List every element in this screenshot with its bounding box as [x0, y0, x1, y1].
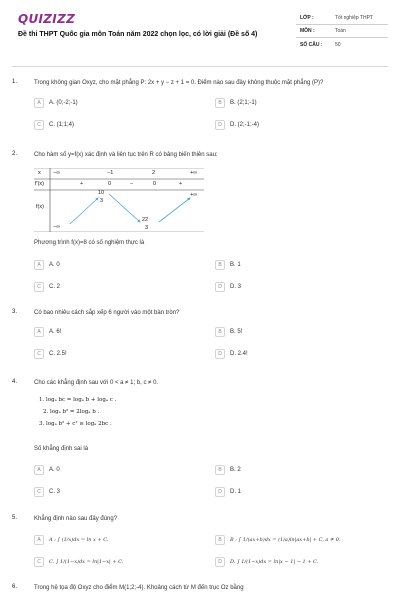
- meta-row-subject: [296, 25, 388, 38]
- option-text: C. ∫ 1/(1−x)dx = ln|1−x| + C.: [49, 558, 124, 565]
- option-letter: D: [215, 349, 225, 359]
- question-4: [12, 379, 388, 504]
- question-number: 4.: [12, 379, 18, 385]
- question-text: Khẳng định nào sau đây đúng?: [34, 516, 118, 522]
- meta-row-count: [296, 38, 388, 51]
- option-c[interactable]: [34, 281, 60, 292]
- question-5: [12, 515, 388, 575]
- option-text: D. 2.4!: [230, 350, 248, 357]
- question-number: 1.: [12, 79, 18, 85]
- question-number: 5.: [12, 515, 18, 521]
- option-letter: A: [34, 327, 44, 337]
- option-c[interactable]: [34, 119, 74, 130]
- option-letter: B: [215, 327, 225, 337]
- option-letter: D: [215, 282, 225, 292]
- meta-key: SỐ CÂU :: [300, 41, 323, 48]
- option-text: A : ∫ (1/x)dx = ln x + C.: [49, 536, 109, 543]
- option-b[interactable]: [215, 97, 257, 108]
- meta-value: 50: [335, 41, 341, 48]
- question-text: Cho hàm số y=f(x) xác định và liên tục trên R có bảng biến thiên sau:: [34, 152, 218, 158]
- f-left-limit: −∞: [53, 224, 61, 230]
- option-b[interactable]: [215, 259, 241, 270]
- option-d[interactable]: [215, 281, 241, 292]
- option-text: C. 3: [49, 488, 61, 495]
- page-title: Đề thi THPT Quốc gia môn Toán năm 2022 chọn lọc, có lời giải (Đề số 4): [18, 31, 258, 38]
- option-letter: B: [215, 465, 225, 475]
- f-right-limit: +∞: [190, 192, 198, 198]
- question-text: Cho các khẳng định sau với 0 < a ≠ 1; b, c ≠ 0.: [34, 380, 159, 386]
- option-letter: D: [215, 557, 225, 567]
- sign: +: [80, 181, 84, 187]
- f-local-max-den: 3: [100, 198, 104, 204]
- option-letter: A: [34, 260, 44, 270]
- option-letter: D: [215, 487, 225, 497]
- question-text: Trong không gian Oxyz, cho mặt phẳng P: 2x + y − z + 1 = 0. Điểm nào sau đây không thuộc mặt phẳng (P)?: [34, 80, 324, 86]
- option-letter: C: [34, 349, 44, 359]
- statement-3: 3. logₐ b² + c² ≥ logₐ 2bc .: [39, 421, 112, 427]
- sign: 0: [108, 181, 112, 187]
- question-1: [12, 79, 388, 135]
- meta-value: Tốt nghiệp THPT: [335, 15, 373, 21]
- meta-key: MÔN :: [300, 28, 315, 34]
- x-value: 2: [152, 170, 156, 176]
- option-d[interactable]: [215, 556, 318, 567]
- option-text: B : ∫ 1/(ax+b)dx = (1/a)ln|ax+b| + C, a ≠ 0.: [230, 536, 341, 543]
- option-text: A. (0;-2;-1): [49, 99, 78, 106]
- option-letter: C: [34, 487, 44, 497]
- question-number: 2.: [12, 151, 18, 157]
- option-letter: B: [215, 260, 225, 270]
- option-text: D. 3: [230, 283, 242, 290]
- f-local-min-den: 3: [145, 225, 149, 231]
- f-local-min: 22: [142, 217, 149, 223]
- option-letter: D: [215, 120, 225, 130]
- option-a[interactable]: [34, 534, 108, 545]
- meta-value: Toán: [335, 28, 346, 34]
- option-letter: A: [34, 465, 44, 475]
- sign: +: [179, 181, 183, 187]
- option-d[interactable]: [215, 119, 259, 130]
- page-header: [0, 0, 400, 62]
- option-a[interactable]: [34, 259, 60, 270]
- question-prompt: Phương trình f(x)=8 có số nghiệm thực là: [34, 240, 145, 246]
- option-text: D. (2;-1;-4): [230, 121, 260, 128]
- meta-row-class: [296, 12, 388, 25]
- option-text: C. (1;1;4): [49, 121, 75, 128]
- question-number: 3.: [12, 309, 18, 315]
- option-text: A. 0: [49, 466, 60, 473]
- option-letter: A: [34, 535, 44, 545]
- option-d[interactable]: [215, 348, 248, 359]
- option-c[interactable]: [34, 348, 67, 359]
- option-c[interactable]: [34, 486, 60, 497]
- table-row-x-label: x: [38, 170, 41, 176]
- option-b[interactable]: [215, 464, 241, 475]
- x-value: −1: [107, 170, 114, 176]
- f-local-max: 10: [98, 190, 105, 196]
- option-a[interactable]: [34, 326, 61, 337]
- option-letter: C: [34, 557, 44, 567]
- option-text: C. 2.5!: [49, 350, 67, 357]
- table-row-f-label: f(x): [36, 204, 44, 210]
- option-letter: C: [34, 282, 44, 292]
- meta-key: LỚP :: [300, 15, 314, 21]
- option-text: D. ∫ 1/(1−x)dx = ln|x − 1| − 1 + C.: [230, 558, 319, 565]
- statement-1: 1. logₐ bc = logₐ b + logₐ c .: [39, 397, 117, 403]
- option-text: C. 2: [49, 283, 61, 290]
- header-divider: [12, 66, 388, 67]
- option-text: B. 5!: [230, 328, 243, 335]
- question-2: [12, 151, 388, 296]
- option-text: D. 1: [230, 488, 242, 495]
- quizizz-logo: QUIZIZZ: [18, 12, 76, 26]
- question-6: [12, 584, 388, 596]
- option-text: A. 0: [49, 261, 60, 268]
- sign: −: [130, 181, 134, 187]
- statement-2: 2. logₐ b² = 2logₐ b .: [43, 409, 100, 415]
- x-value: +∞: [190, 170, 198, 176]
- option-a[interactable]: [34, 464, 60, 475]
- table-row-fprime-label: f'(x): [35, 181, 44, 187]
- option-b[interactable]: [215, 326, 242, 337]
- question-prompt: Số khẳng định sai là: [34, 446, 89, 452]
- option-text: B. 1: [230, 261, 241, 268]
- question-number: 6.: [12, 584, 18, 590]
- question-3: [12, 309, 388, 364]
- meta-box: [296, 12, 388, 51]
- option-b[interactable]: [215, 534, 341, 545]
- question-text: Trong hệ tọa độ Oxyz cho điểm M(1;2;-4). Khoảng cách từ M đến trục Oz bằng: [34, 585, 244, 591]
- option-a[interactable]: [34, 97, 78, 108]
- variation-table-grid: [34, 168, 204, 232]
- option-c[interactable]: [34, 556, 123, 567]
- option-text: B. 2: [230, 466, 241, 473]
- option-d[interactable]: [215, 486, 241, 497]
- question-text: Có bao nhiêu cách sắp xếp 6 người vào một bàn tròn?: [34, 310, 180, 316]
- variation-table: [34, 168, 204, 232]
- option-letter: A: [34, 98, 44, 108]
- option-text: B. (2;1;-1): [230, 99, 257, 106]
- sign: 0: [153, 181, 157, 187]
- option-letter: C: [34, 120, 44, 130]
- option-letter: B: [215, 535, 225, 545]
- x-value: −∞: [53, 170, 61, 176]
- option-letter: B: [215, 98, 225, 108]
- option-text: A. 6!: [49, 328, 62, 335]
